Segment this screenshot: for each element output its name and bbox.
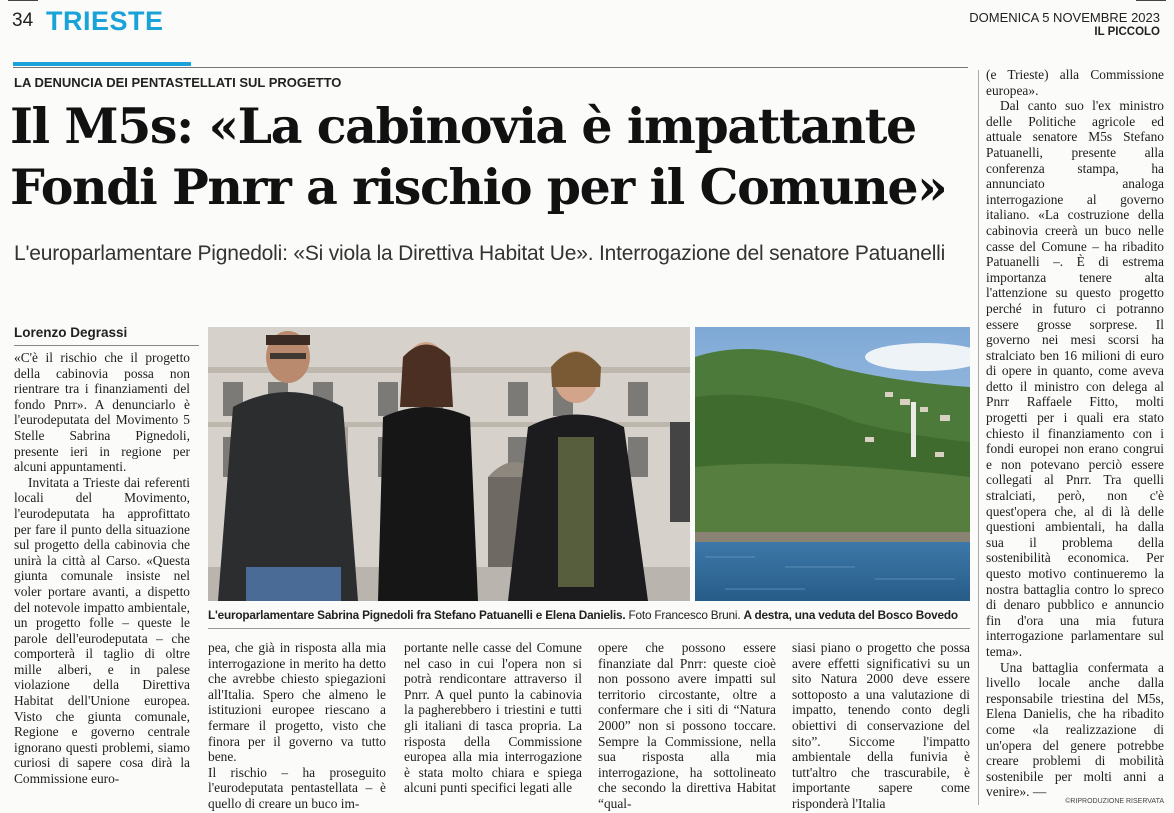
article-column-4	[598, 640, 776, 812]
paragraph: Il rischio – ha proseguito l'eurodeputata pentastellata – è quello di creare un buco im-	[208, 764, 386, 811]
headline-line-1: Il M5s: «La cabinovia è impattante	[10, 97, 916, 155]
caption-credit: Foto Francesco Bruni.	[628, 608, 741, 622]
header-divider	[13, 67, 968, 68]
photo-press-conference	[208, 327, 690, 601]
paragraph: (e Trieste) alla Commissione europea».	[986, 67, 1164, 98]
article-column-1	[14, 350, 190, 810]
headline	[10, 96, 970, 218]
caption-bold: L'europarlamentare Sabrina Pignedoli fra Stefano Patuanelli e Elena Danielis.	[208, 608, 626, 622]
photo-caption	[208, 608, 973, 622]
newspaper-name: IL PICCOLO	[1094, 26, 1160, 38]
article-column-5	[792, 640, 970, 812]
paragraph: opere che possono essere finanziate dal Pnrr: queste cioè non possono avere impatti sul territorio circostante, oltre a confermare che i siti di “Natura 2000” non si possono toccare. Sempre la Commissione, nella sua risposta alla mia interrogazione, ha sottolineato che secondo la direttiva Habitat “qual-	[598, 640, 776, 811]
paragraph: pea, che già in risposta alla mia interrogazione in merito ha detto che avrebbe chiesto spiegazioni all'Italia. Spero che almeno le istituzioni europee riescano a fermare il progetto, visto che finora per il governo va tutto bene.	[208, 640, 386, 765]
article-column-3	[404, 640, 582, 812]
subheadline: L'europarlamentare Pignedoli: «Si viola la Direttiva Habitat Ue». Interrogazione del senatore Patuanelli	[14, 242, 946, 265]
paragraph: Invitata a Trieste dai referenti locali del Movimento, l'eurodeputata ha approfittato per fare il punto della situazione sul progetto della cabinovia che unirà la città al Carso. «Questa giunta comunale insiste nel voler portare avanti, a dispetto del notevole impatto ambientale, un progetto folle – queste le parole dell'eurodeputata – che comporterà il taglio di oltre mille alberi, e in palese violazione della Direttiva Habitat dell'Unione europea. Visto che giunta comunale, Regione e governo centrale ignorano questi problemi, siamo curiosi di sapere cosa dirà la Commissione euro-	[14, 474, 190, 787]
paragraph: siasi piano o progetto che possa avere effetti significativi su un sito Natura 2000 deve essere sottoposto a una valutazione di impatto, tenendo conto degli obiettivi di conservazione del sito”. Siccome l'impatto ambientale della funivia è tutt'altro che trascurabile, è importante sapere come risponderà l'Italia	[792, 640, 970, 811]
column-divider	[978, 70, 979, 805]
caption-bold-2: A destra, una veduta del Bosco Bovedo	[743, 608, 958, 622]
headline-line-2: Fondi Pnrr a rischio per il Comune»	[10, 158, 947, 216]
paragraph: Una battaglia confermata a livello locale anche dalla responsabile triestina del M5s, Elena Danielis, che ha ribadito come «la realizzazione di un'opera del genere potrebbe creare problemi di mobilità sostenibile per molti anni a venire». —	[986, 659, 1164, 800]
section-title: TRIESTE	[46, 6, 164, 36]
kicker: LA DENUNCIA DEI PENTASTELLATI SUL PROGETTO	[14, 75, 342, 90]
top-rule-right	[1136, 0, 1166, 1]
issue-date: DOMENICA 5 NOVEMBRE 2023	[969, 10, 1160, 25]
byline: Lorenzo Degrassi	[14, 325, 128, 340]
byline-rule	[14, 345, 199, 346]
copyright-notice: ©RIPRODUZIONE RISERVATA	[1065, 798, 1164, 805]
page-number: 34	[12, 10, 34, 31]
photo-bosco-bovedo	[695, 327, 970, 601]
article-column-right	[986, 67, 1164, 802]
paragraph: portante nelle casse del Comune nel caso in cui l'opera non si potrà rendicontare attraverso il Pnrr. A quel punto la cabinovia la pagherebbero i triestini e tutti gli italiani di tasca propria. La risposta della Commissione europea alla mia interrogazione è stata molto chiara e spiega alcuni punti specifici legati alle	[404, 640, 582, 796]
top-rule-left	[8, 0, 38, 1]
paragraph: Dal canto suo l'ex ministro delle Politiche agricole ed attuale senatore M5s Stefano Patuanelli, presente alla conferenza stampa, ha annunciato analoga interrogazione al governo italiano. «La costruzione della cabinovia creerà un buco nelle casse del Comune – ha ribadito Patuanelli –. È di estrema importanza tenere alta l'attenzione su questo progetto perché in futuro ci potranno essere grosse sorprese. Il governo nei mesi scorsi ha stralciato ben 16 milioni di euro di opere in quanto, come aveva detto il ministro con delega al Pnrr Raffaele Fitto, molti progetti per i quali era stato chiesto il finanziamento con i fondi europei non erano congrui e non potevano perciò essere collegati al Pnrr. Tra quelli stralciati, però, non c'è quest'opera che, al di là delle questioni ambientali, ha dalla sua il problema della sostenibilità economica. Per questo motivo continueremo la nostra battaglia contro lo spreco di denaro pubblico e annuncio fin d'ora una mia futura interrogazione parlamentare sul tema».	[986, 98, 1164, 659]
section-accent-rule	[13, 62, 191, 66]
caption-rule	[208, 628, 970, 629]
paragraph: «C'è il rischio che il progetto della cabinovia possa non rientrare tra i finanziamenti del fondo Pnrr». A denunciarlo è l'eurodeputata del Movimento 5 Stelle Sabrina Pignedoli, presente ieri in regione per alcuni appuntamenti.	[14, 350, 190, 475]
article-column-2	[208, 640, 386, 812]
